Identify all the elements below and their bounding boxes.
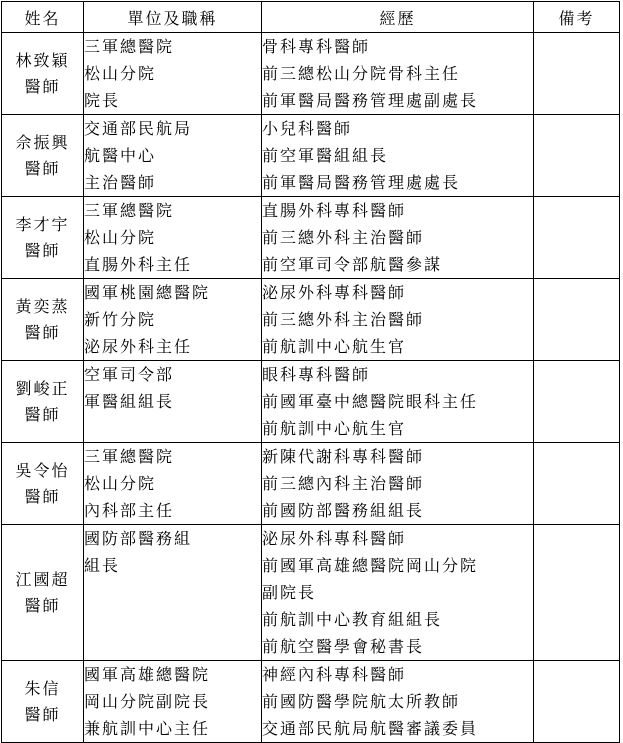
unit-cell <box>84 279 262 361</box>
person-name: 吳令怡 <box>15 460 70 480</box>
unit-line: 新竹分院 <box>84 310 157 329</box>
unit-line: 松山分院 <box>84 228 157 247</box>
person-title: 醫師 <box>24 322 61 342</box>
unit-line: 軍醫組組長 <box>84 392 175 411</box>
unit-line: 國軍桃園總醫院 <box>84 283 211 302</box>
name-cell <box>2 33 84 115</box>
person-name: 佘振興 <box>15 132 70 152</box>
experience-line: 交通部民航局航醫審議委員 <box>262 719 479 738</box>
experience-cell <box>262 661 534 743</box>
experience-line: 泌尿外科專科醫師 <box>262 283 407 302</box>
unit-line: 院長 <box>84 91 121 110</box>
person-title: 醫師 <box>24 595 61 615</box>
person-name: 李才宇 <box>15 214 70 234</box>
experience-cell <box>262 33 534 115</box>
unit-line: 泌尿外科主任 <box>84 337 193 356</box>
header-name: 姓名 <box>2 2 84 33</box>
experience-line: 前航訓中心教育組組長 <box>262 610 443 629</box>
unit-line: 直腸外科主任 <box>84 255 193 274</box>
person-title: 醫師 <box>24 76 61 96</box>
name-cell <box>2 525 84 661</box>
person-title: 醫師 <box>24 158 61 178</box>
remarks-cell <box>534 525 620 661</box>
experience-line: 前國軍臺中總醫院眼科主任 <box>262 392 479 411</box>
experience-line: 直腸外科專科醫師 <box>262 201 407 220</box>
unit-cell <box>84 197 262 279</box>
person-name: 劉峻正 <box>15 378 70 398</box>
experience-line: 前航訓中心航生官 <box>262 419 407 438</box>
unit-line: 三軍總醫院 <box>84 447 175 466</box>
header-remarks: 備考 <box>534 2 620 33</box>
person-name: 林致穎 <box>15 50 70 70</box>
unit-cell <box>84 661 262 743</box>
person-name: 黃奕蒸 <box>15 296 70 316</box>
experience-line: 骨科專科醫師 <box>262 37 371 56</box>
experience-line: 前國防部醫務組組長 <box>262 501 425 520</box>
name-cell <box>2 279 84 361</box>
table-row <box>2 197 620 279</box>
experience-line: 前三總松山分院骨科主任 <box>262 64 461 83</box>
unit-line: 三軍總醫院 <box>84 37 175 56</box>
experience-line: 泌尿外科專科醫師 <box>262 529 407 548</box>
name-cell <box>2 197 84 279</box>
experience-cell <box>262 525 534 661</box>
name-cell <box>2 115 84 197</box>
experience-line: 前航空醫學會秘書長 <box>262 637 425 656</box>
header-experience: 經歷 <box>262 2 534 33</box>
experience-cell <box>262 361 534 443</box>
header-row <box>2 2 620 33</box>
table-row <box>2 115 620 197</box>
person-title: 醫師 <box>24 704 61 724</box>
remarks-cell <box>534 443 620 525</box>
person-name: 江國超 <box>15 569 70 589</box>
unit-line: 主治醫師 <box>84 173 157 192</box>
remarks-cell <box>534 197 620 279</box>
personnel-table <box>1 1 620 743</box>
remarks-cell <box>534 115 620 197</box>
experience-cell <box>262 279 534 361</box>
table-row <box>2 525 620 661</box>
unit-line: 國軍高雄總醫院 <box>84 665 211 684</box>
person-name: 朱信 <box>24 678 61 698</box>
unit-line: 兼航訓中心主任 <box>84 719 211 738</box>
person-title: 醫師 <box>24 486 61 506</box>
unit-line: 內科部主任 <box>84 501 175 520</box>
experience-line: 新陳代謝科專科醫師 <box>262 447 425 466</box>
table-row <box>2 443 620 525</box>
name-cell <box>2 661 84 743</box>
experience-cell <box>262 443 534 525</box>
unit-line: 航醫中心 <box>84 146 157 165</box>
experience-cell <box>262 197 534 279</box>
name-cell <box>2 443 84 525</box>
person-title: 醫師 <box>24 404 61 424</box>
experience-line: 前三總外科主治醫師 <box>262 228 425 247</box>
unit-line: 松山分院 <box>84 474 157 493</box>
header-unit-title: 單位及職稱 <box>84 2 262 33</box>
table-row <box>2 361 620 443</box>
unit-line: 岡山分院副院長 <box>84 692 211 711</box>
experience-line: 前國防醫學院航太所教師 <box>262 692 461 711</box>
remarks-cell <box>534 33 620 115</box>
remarks-cell <box>534 279 620 361</box>
unit-cell <box>84 443 262 525</box>
experience-line: 前軍醫局醫務管理處副處長 <box>262 91 479 110</box>
experience-line: 神經內科專科醫師 <box>262 665 407 684</box>
unit-cell <box>84 115 262 197</box>
experience-line: 前三總外科主治醫師 <box>262 310 425 329</box>
unit-line: 空軍司令部 <box>84 365 175 384</box>
table-row <box>2 33 620 115</box>
experience-line: 前空軍司令部航醫參謀 <box>262 255 443 274</box>
unit-line: 國防部醫務組 <box>84 529 193 548</box>
experience-line: 前軍醫局醫務管理處處長 <box>262 173 461 192</box>
table-row <box>2 279 620 361</box>
experience-line: 副院長 <box>262 583 317 602</box>
remarks-cell <box>534 361 620 443</box>
experience-cell <box>262 115 534 197</box>
experience-line: 前航訓中心航生官 <box>262 337 407 356</box>
experience-line: 前國軍高雄總醫院岡山分院 <box>262 556 479 575</box>
remarks-cell <box>534 661 620 743</box>
experience-line: 眼科專科醫師 <box>262 365 371 384</box>
name-cell <box>2 361 84 443</box>
table-row <box>2 661 620 743</box>
unit-line: 組長 <box>84 556 121 575</box>
unit-cell <box>84 361 262 443</box>
experience-line: 前三總內科主治醫師 <box>262 474 425 493</box>
unit-cell <box>84 33 262 115</box>
unit-line: 松山分院 <box>84 64 157 83</box>
unit-cell <box>84 525 262 661</box>
experience-line: 前空軍醫組組長 <box>262 146 389 165</box>
unit-line: 三軍總醫院 <box>84 201 175 220</box>
person-title: 醫師 <box>24 240 61 260</box>
unit-line: 交通部民航局 <box>84 119 193 138</box>
experience-line: 小兒科醫師 <box>262 119 353 138</box>
